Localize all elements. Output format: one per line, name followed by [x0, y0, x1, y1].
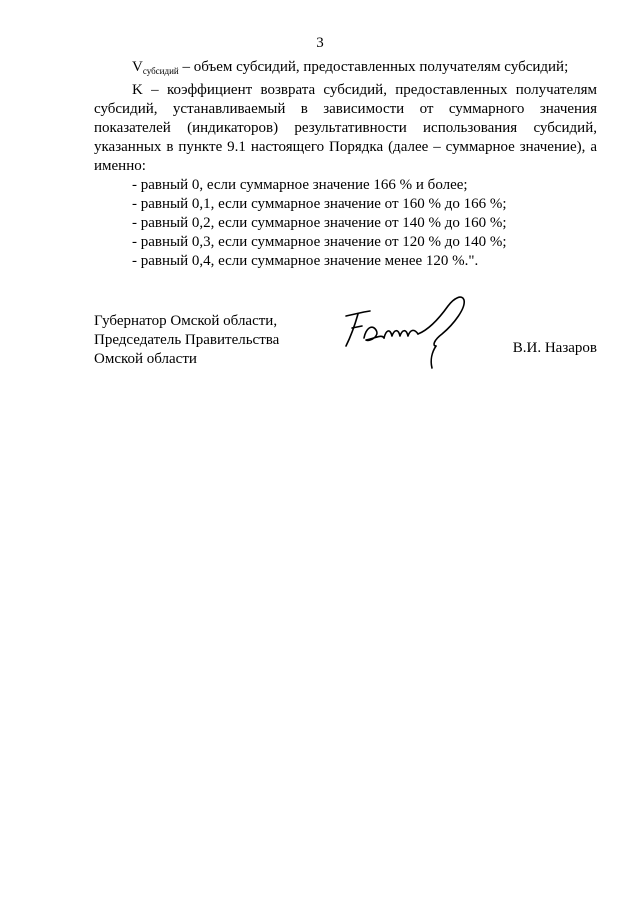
signer-title-line: Председатель Правительства [94, 332, 280, 348]
signer-title-line: Омской области [94, 351, 197, 367]
signature-block [94, 312, 597, 392]
document-body [94, 58, 597, 271]
condition-item: - равный 0,1, если суммарное значение от 160 % до 166 %; [132, 196, 507, 212]
condition-item: - равный 0, если суммарное значение 166 % и более; [132, 177, 468, 193]
signer-title [94, 312, 279, 369]
signer-name: В.И. Назаров [512, 340, 597, 356]
signer-title-line: Губернатор Омской области, [94, 313, 278, 329]
condition-item: - равный 0,2, если суммарное значение от 140 % до 160 %; [132, 215, 507, 231]
handwritten-signature [336, 294, 496, 374]
v-symbol: V [132, 59, 143, 75]
v-definition [94, 58, 597, 81]
condition-item: - равный 0,4, если суммарное значение менее 120 %.". [132, 253, 479, 269]
v-definition-text: – объем субсидий, предоставленных получателям субсидий; [178, 59, 569, 75]
page-number: 3 [316, 35, 324, 51]
condition-item: - равный 0,3, если суммарное значение от 120 % до 140 %; [132, 234, 507, 250]
k-definition: K – коэффициент возврата субсидий, предоставленных получателям субсидий, устанавливаемый в зависимости от суммарного значения показателей (индикаторов) результативности использования субсидий, указанных в пункте 9.1 настоящего Порядка (далее – суммарное значение), а именно: [94, 82, 597, 174]
conditions-list [94, 176, 597, 271]
v-subscript: субсидий [142, 66, 179, 76]
